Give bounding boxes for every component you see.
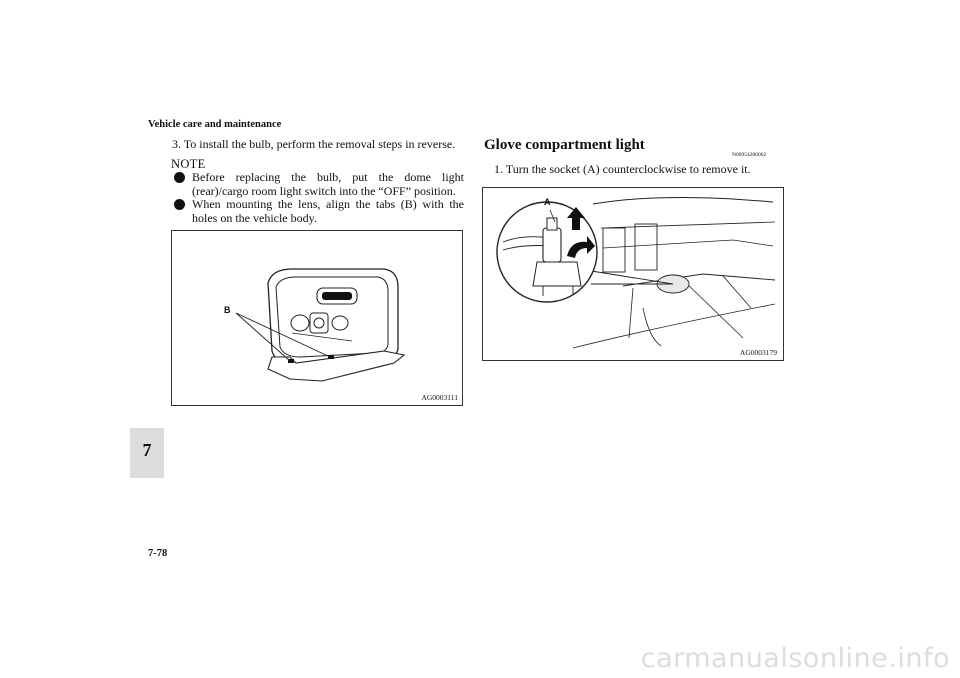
- note-item: [172, 171, 464, 198]
- watermark: carmanualsonline.info: [640, 643, 950, 674]
- label-a: A: [544, 197, 551, 207]
- chapter-number: 7: [142, 440, 152, 460]
- figure-code: AG0003111: [421, 393, 458, 402]
- removal-step: 1. Turn the socket (A) counterclockwise to remove it.: [494, 162, 751, 176]
- install-step: 3. To install the bulb, perform the removal steps in reverse.: [172, 137, 456, 151]
- reference-code: N00954200062: [732, 152, 767, 158]
- label-b: B: [224, 305, 231, 315]
- page-number: 7-78: [148, 548, 168, 559]
- note-text: When mounting the lens, align the tabs (B) with the holes on the vehicle body.: [192, 197, 464, 225]
- figure-code: AG0003179: [739, 348, 777, 357]
- glove-light-illustration: [483, 188, 783, 360]
- page-header: Vehicle care and maintenance: [148, 119, 282, 130]
- note-label: NOTE: [171, 157, 206, 171]
- section-title: Glove compartment light: [484, 137, 645, 153]
- bullet-icon: [174, 172, 185, 183]
- note-text: Before replacing the bulb, put the dome light (rear)/cargo room light switch into the “OFF” position.: [192, 170, 464, 198]
- dome-light-figure: [171, 230, 463, 406]
- note-item: [172, 198, 464, 225]
- bullet-icon: [174, 199, 185, 210]
- glove-light-figure: [482, 187, 784, 361]
- dome-light-illustration: [172, 231, 462, 405]
